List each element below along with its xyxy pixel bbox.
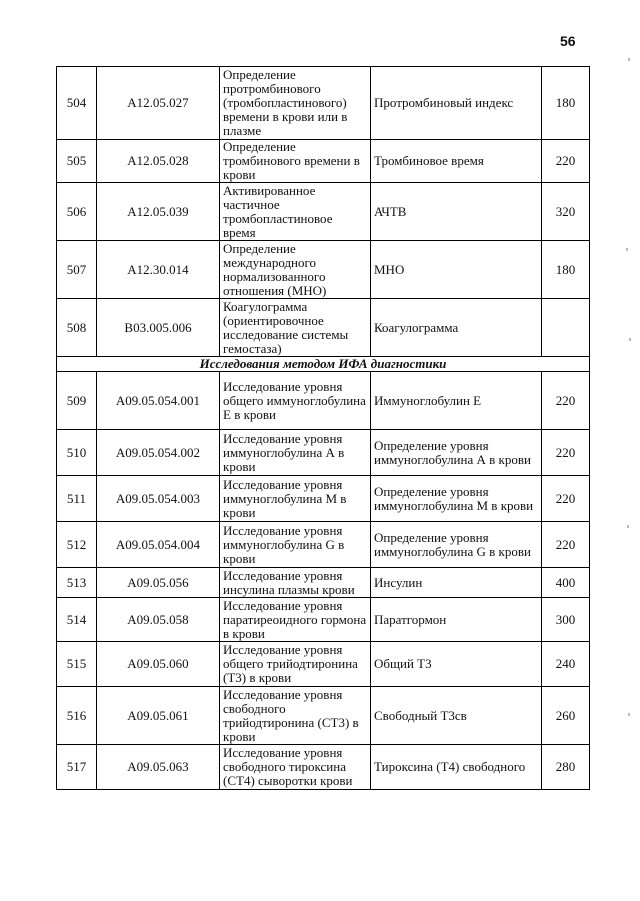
price-list-name: Определение уровня иммуноглобулина А в крови (371, 430, 542, 476)
row-number: 509 (57, 372, 97, 430)
row-number: 517 (57, 745, 97, 790)
row-number: 514 (57, 598, 97, 642)
price-list-name: Общий Т3 (371, 642, 542, 687)
price-list-name: Определение уровня иммуноглобулина М в крови (371, 476, 542, 522)
price: 300 (542, 598, 590, 642)
price: 220 (542, 476, 590, 522)
price-list-name: Паратгормон (371, 598, 542, 642)
section-header-row (57, 357, 590, 372)
service-code: A12.30.014 (97, 241, 220, 299)
price: 280 (542, 745, 590, 790)
service-code: A09.05.056 (97, 568, 220, 598)
price-list-name: Инсулин (371, 568, 542, 598)
service-name: Исследование уровня иммуноглобулина G в крови (220, 522, 371, 568)
page-number: 56 (560, 33, 576, 49)
service-code: A09.05.054.001 (97, 372, 220, 430)
row-number: 512 (57, 522, 97, 568)
row-number: 513 (57, 568, 97, 598)
row-number: 507 (57, 241, 97, 299)
row-number: 508 (57, 299, 97, 357)
table-row (57, 140, 590, 183)
service-name: Исследование уровня инсулина плазмы крови (220, 568, 371, 598)
service-code: A09.05.061 (97, 687, 220, 745)
scan-speck (627, 525, 629, 528)
service-code: A09.05.063 (97, 745, 220, 790)
service-code: A09.05.054.003 (97, 476, 220, 522)
service-code: A09.05.060 (97, 642, 220, 687)
service-code: A12.05.039 (97, 183, 220, 241)
table-row (57, 299, 590, 357)
service-name: Исследование уровня паратиреоидного гормона в крови (220, 598, 371, 642)
price-list-name: Тироксина (Т4) свободного (371, 745, 542, 790)
row-number: 505 (57, 140, 97, 183)
price: 220 (542, 140, 590, 183)
price: 220 (542, 522, 590, 568)
scan-speck (628, 58, 630, 61)
price: 180 (542, 67, 590, 140)
row-number: 511 (57, 476, 97, 522)
price-list-name: Определение уровня иммуноглобулина G в крови (371, 522, 542, 568)
table-row (57, 183, 590, 241)
service-name: Определение протромбинового (тромбопластинового) времени в крови или в плазме (220, 67, 371, 140)
table-row (57, 430, 590, 476)
table-row (57, 642, 590, 687)
row-number: 516 (57, 687, 97, 745)
service-code: A09.05.058 (97, 598, 220, 642)
table-row (57, 745, 590, 790)
price (542, 299, 590, 357)
row-number: 506 (57, 183, 97, 241)
price-list-name: Протромбиновый индекс (371, 67, 542, 140)
service-name: Исследование уровня иммуноглобулина М в крови (220, 476, 371, 522)
row-number: 515 (57, 642, 97, 687)
section-title: Исследования методом ИФА диагностики (57, 357, 590, 372)
price: 180 (542, 241, 590, 299)
service-name: Коагулограмма (ориентировочное исследование системы гемостаза) (220, 299, 371, 357)
service-name: Исследование уровня иммуноглобулина А в крови (220, 430, 371, 476)
table-row (57, 241, 590, 299)
price: 220 (542, 430, 590, 476)
price: 320 (542, 183, 590, 241)
price-list-name: Свободный Т3св (371, 687, 542, 745)
price-list-name: Тромбиновое время (371, 140, 542, 183)
table-row (57, 372, 590, 430)
scan-speck (628, 713, 630, 716)
price-list-name: АЧТВ (371, 183, 542, 241)
table-row (57, 67, 590, 140)
price-list-name: Иммуноглобулин Е (371, 372, 542, 430)
service-code: A12.05.028 (97, 140, 220, 183)
table-row (57, 568, 590, 598)
service-name: Исследование уровня общего трийодтиронина (Т3) в крови (220, 642, 371, 687)
table-row (57, 476, 590, 522)
price: 400 (542, 568, 590, 598)
price-table (56, 66, 590, 790)
scan-speck (629, 338, 631, 341)
scan-speck (626, 248, 628, 251)
service-name: Активированное частичное тромбопластиновое время (220, 183, 371, 241)
price-list-name: МНО (371, 241, 542, 299)
service-name: Определение международного нормализованного отношения (МНО) (220, 241, 371, 299)
table-row (57, 522, 590, 568)
price-list-name: Коагулограмма (371, 299, 542, 357)
table-row (57, 687, 590, 745)
service-name: Исследование уровня свободного трийодтиронина (СТ3) в крови (220, 687, 371, 745)
price: 260 (542, 687, 590, 745)
price: 240 (542, 642, 590, 687)
row-number: 510 (57, 430, 97, 476)
service-code: A12.05.027 (97, 67, 220, 140)
service-code: B03.005.006 (97, 299, 220, 357)
row-number: 504 (57, 67, 97, 140)
service-name: Определение тромбинового времени в крови (220, 140, 371, 183)
price: 220 (542, 372, 590, 430)
service-name: Исследование уровня свободного тироксина (СТ4) сыворотки крови (220, 745, 371, 790)
service-name: Исследование уровня общего иммуноглобулина Е в крови (220, 372, 371, 430)
table-row (57, 598, 590, 642)
service-code: A09.05.054.002 (97, 430, 220, 476)
service-code: A09.05.054.004 (97, 522, 220, 568)
